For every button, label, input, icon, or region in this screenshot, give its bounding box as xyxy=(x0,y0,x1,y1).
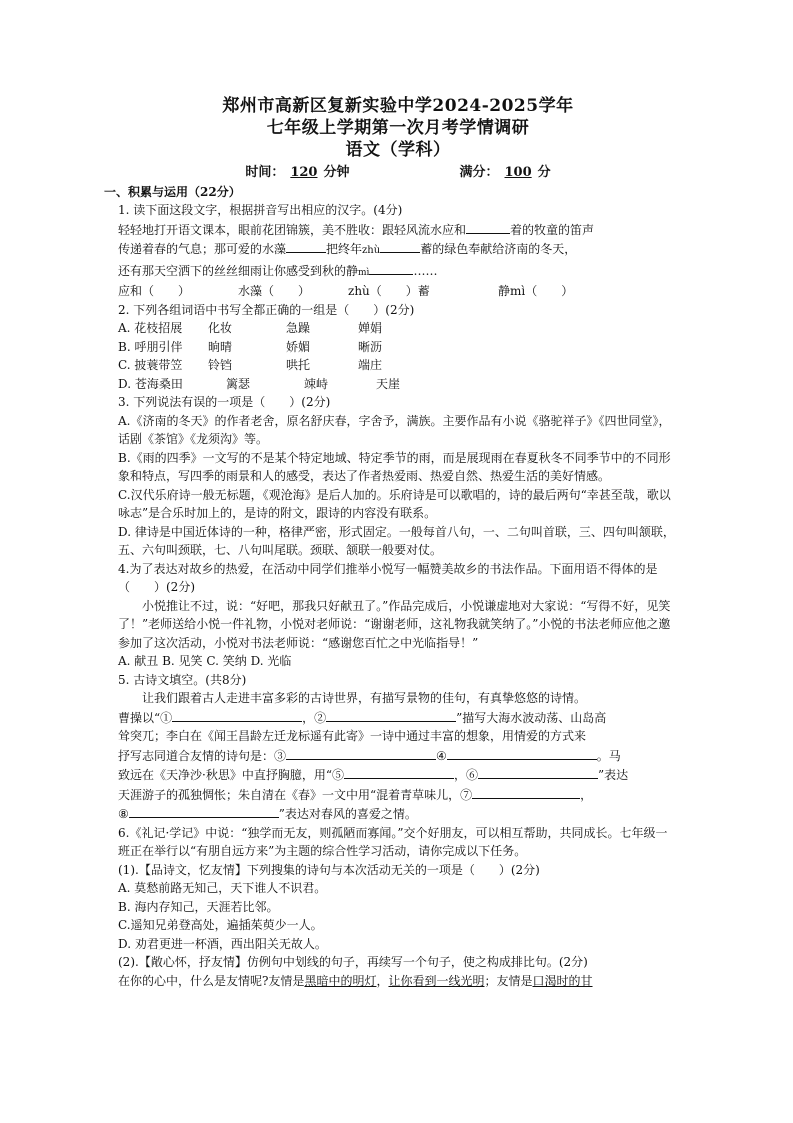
q1-line1: 轻轻地打开语文课本，眼前花团锦簇，美不胜收：跟轻风流水应和 着的牧童的笛声 xyxy=(118,220,678,240)
q6-option-d[interactable]: D. 劝君更进一杯酒，西出阳关无故人。 xyxy=(118,936,327,951)
q1-blank-3[interactable] xyxy=(380,239,420,253)
q5-stem: 5. 古诗文填空。(共8分) xyxy=(118,672,247,687)
q2-stem: 2. 下列各组词语中书写全都正确的一组是（ ）(2分) xyxy=(118,302,415,317)
q6-option-b[interactable]: B. 海内存知己，天涯若比邻。 xyxy=(118,899,279,914)
exam-page xyxy=(104,95,678,990)
q5-line2: 曹操以“① ，② ”描写大海水波动荡、山岛高 xyxy=(118,708,678,728)
underlined-phrase-1: 黑暗中的明灯 xyxy=(304,973,377,988)
q1-line3: 还有那天空洒下的丝丝细雨让你感受到秋的静mì …… xyxy=(118,261,678,283)
q2-option-b[interactable]: B. 呼朋引伴 晌晴 娇媚 晰沥 xyxy=(118,339,383,354)
exam-title: 七年级上学期第一次月考学情调研 xyxy=(266,118,530,138)
q5-blank-3[interactable] xyxy=(286,746,436,760)
q1-answer-1[interactable]: 应和（ ） xyxy=(118,284,191,298)
score-label: 满分： xyxy=(459,165,499,180)
underlined-phrase-3: 口渴时的甘 xyxy=(532,973,593,988)
q5-blank-7[interactable] xyxy=(472,785,580,799)
q5-blank-8[interactable] xyxy=(129,804,279,818)
q1-answer-row xyxy=(118,282,678,301)
subject-title: 语文（学科） xyxy=(345,140,451,160)
q5-blank-5[interactable] xyxy=(344,765,454,779)
exam-meta xyxy=(118,163,678,183)
q6-sub2: (2).【敞心怀，抒友情】仿例句中划线的句子，再续写一个句子，使之构成排比句。(2分) xyxy=(118,955,588,969)
q3-option-b[interactable]: B.《雨的四季》一文写的不是某个特定地域、特定季节的雨，而是展现雨在春夏秋冬不同季节中的不同形象和特点，写四季的雨景和人的感受，表达了作者热爱雨、热爱自然、热爱生活的美好情感。 xyxy=(118,450,671,483)
q5-intro: 让我们跟着古人走进丰富多彩的古诗世界，有描写景物的佳句，有真挚悠悠的诗情。 xyxy=(142,691,587,705)
q4-passage: 小悦推让不过，说：“好吧，那我只好献丑了。”作品完成后，小悦谦虚地对大家说：“写得不好，见笑了！”老师送给小悦一件礼物，小悦对老师说：“谢谢老师，这礼物我就笑纳了。”小悦的书法老师应他之邀参加了这次活动，小悦对书法老师说：“感谢您百忙之中光临指导！” xyxy=(118,598,671,650)
time-unit: 分钟 xyxy=(323,165,350,180)
q3-option-a[interactable]: A.《济南的冬天》的作者老舍，原名舒庆春，字舍予，满族。主要作品有小说《骆驼祥子》《四世同堂》，话剧《茶馆》《龙须沟》等。 xyxy=(118,413,671,446)
q5-line7: ⑧ ”表达对春风的喜爱之情。 xyxy=(118,804,678,824)
q5-blank-1[interactable] xyxy=(172,708,302,722)
q5-blank-2[interactable] xyxy=(326,708,456,722)
underlined-phrase-2: 让你看到一线光明 xyxy=(388,973,485,988)
q5-line5: 致远在《天净沙·秋思》中直抒胸臆，用“⑤ ，⑥ ”表达 xyxy=(118,765,678,785)
q1-blank-4[interactable] xyxy=(369,261,413,275)
time-label: 时间： xyxy=(245,165,285,180)
score-value: 100 xyxy=(504,165,532,180)
q4-options[interactable]: A. 献丑 B. 见笑 C. 笑纳 D. 光临 xyxy=(118,654,292,668)
q4-stem: 4.为了表达对故乡的热爱，在活动中同学们推举小悦写一幅赞美故乡的书法作品。下面用语不得体的是（ ）(2分) xyxy=(118,561,658,594)
q1-line2: 传递着春的气息；那可爱的水藻 把终年zhù 蓄的绿色奉献给济南的冬天， xyxy=(118,239,678,261)
q1-stem: 1. 读下面这段文字，根据拼音写出相应的汉字。(4分) xyxy=(118,203,403,217)
q5-blank-6[interactable] xyxy=(478,765,598,779)
q3-option-c[interactable]: C.汉代乐府诗一般无标题，《观沧海》是后人加的。乐府诗是可以歌唱的，诗的最后两句“幸甚至哉，歌以咏志”是合乐时加上的，是诗的附文，跟诗的内容没有联系。 xyxy=(118,487,671,520)
q1-answer-3[interactable]: zhù（ ）蓄 xyxy=(348,284,430,298)
q6-option-a[interactable]: A. 莫愁前路无知己，天下谁人不识君。 xyxy=(118,881,327,895)
school-title: 郑州市高新区复新实验中学2024-2025学年 xyxy=(222,96,574,116)
q3-stem: 3. 下列说法有误的一项是（ ）(2分) xyxy=(118,395,331,409)
q2-option-c[interactable]: C. 披蓑带笠 铃铛 哄托 端庄 xyxy=(118,358,383,372)
q1-answer-2[interactable]: 水藻（ ） xyxy=(238,284,311,298)
q6-stem: 6.《礼记·学记》中说：“独学而无友，则孤陋而寡闻。”交个好朋友，可以相互帮助，共同成长。七年级一班正在举行以“有朋自远方来”为主题的综合性学习活动，请你完成以下任务。 xyxy=(118,825,668,858)
q1-answer-4[interactable]: 静mì（ ） xyxy=(498,284,574,298)
q5-line6: 天涯游子的孤独惆怅；朱自清在《春》一文中用“混着青草味儿，⑦ ， xyxy=(118,785,678,805)
q3-option-d[interactable]: D. 律诗是中国近体诗的一种，格律严密，形式固定。一般每首八句，一、二句叫首联，三、四句叫颔联，五、六句叫颈联，七、八句叫尾联。颈联、颔联一般要对仗。 xyxy=(118,524,675,557)
q5-blank-4[interactable] xyxy=(447,746,597,760)
time-value: 120 xyxy=(290,165,318,180)
q5-line3: 耸突兀；李白在《闻王昌龄左迁龙标遥有此寄》一诗中通过丰富的想象，用情爱的方式来 xyxy=(118,729,587,743)
q6-sub1: (1).【品诗文，忆友情】下列搜集的诗句与本次活动无关的一项是（ ）(2分) xyxy=(118,862,540,877)
section-heading: 一、积累与运用（22分） xyxy=(104,185,241,199)
q1-blank-2[interactable] xyxy=(286,239,326,253)
q2-option-a[interactable]: A. 花枝招展 化妆 急躁 婵娟 xyxy=(118,321,383,335)
q6-example: 在你的心中，什么是友情呢?友情是黑暗中的明灯，让你看到一线光明；友情是口渴时的甘 xyxy=(118,973,593,988)
q1-blank-1[interactable] xyxy=(466,220,510,234)
q2-option-d[interactable]: D. 苍海桑田 篱瑟 竦峙 天崖 xyxy=(118,376,401,391)
q5-line4: 抒写志同道合友情的诗句是：③ ④ 。马 xyxy=(118,746,678,766)
q6-option-c[interactable]: C.遥知兄弟登高处，遍插茱萸少一人。 xyxy=(118,918,323,932)
score-unit: 分 xyxy=(537,165,551,180)
